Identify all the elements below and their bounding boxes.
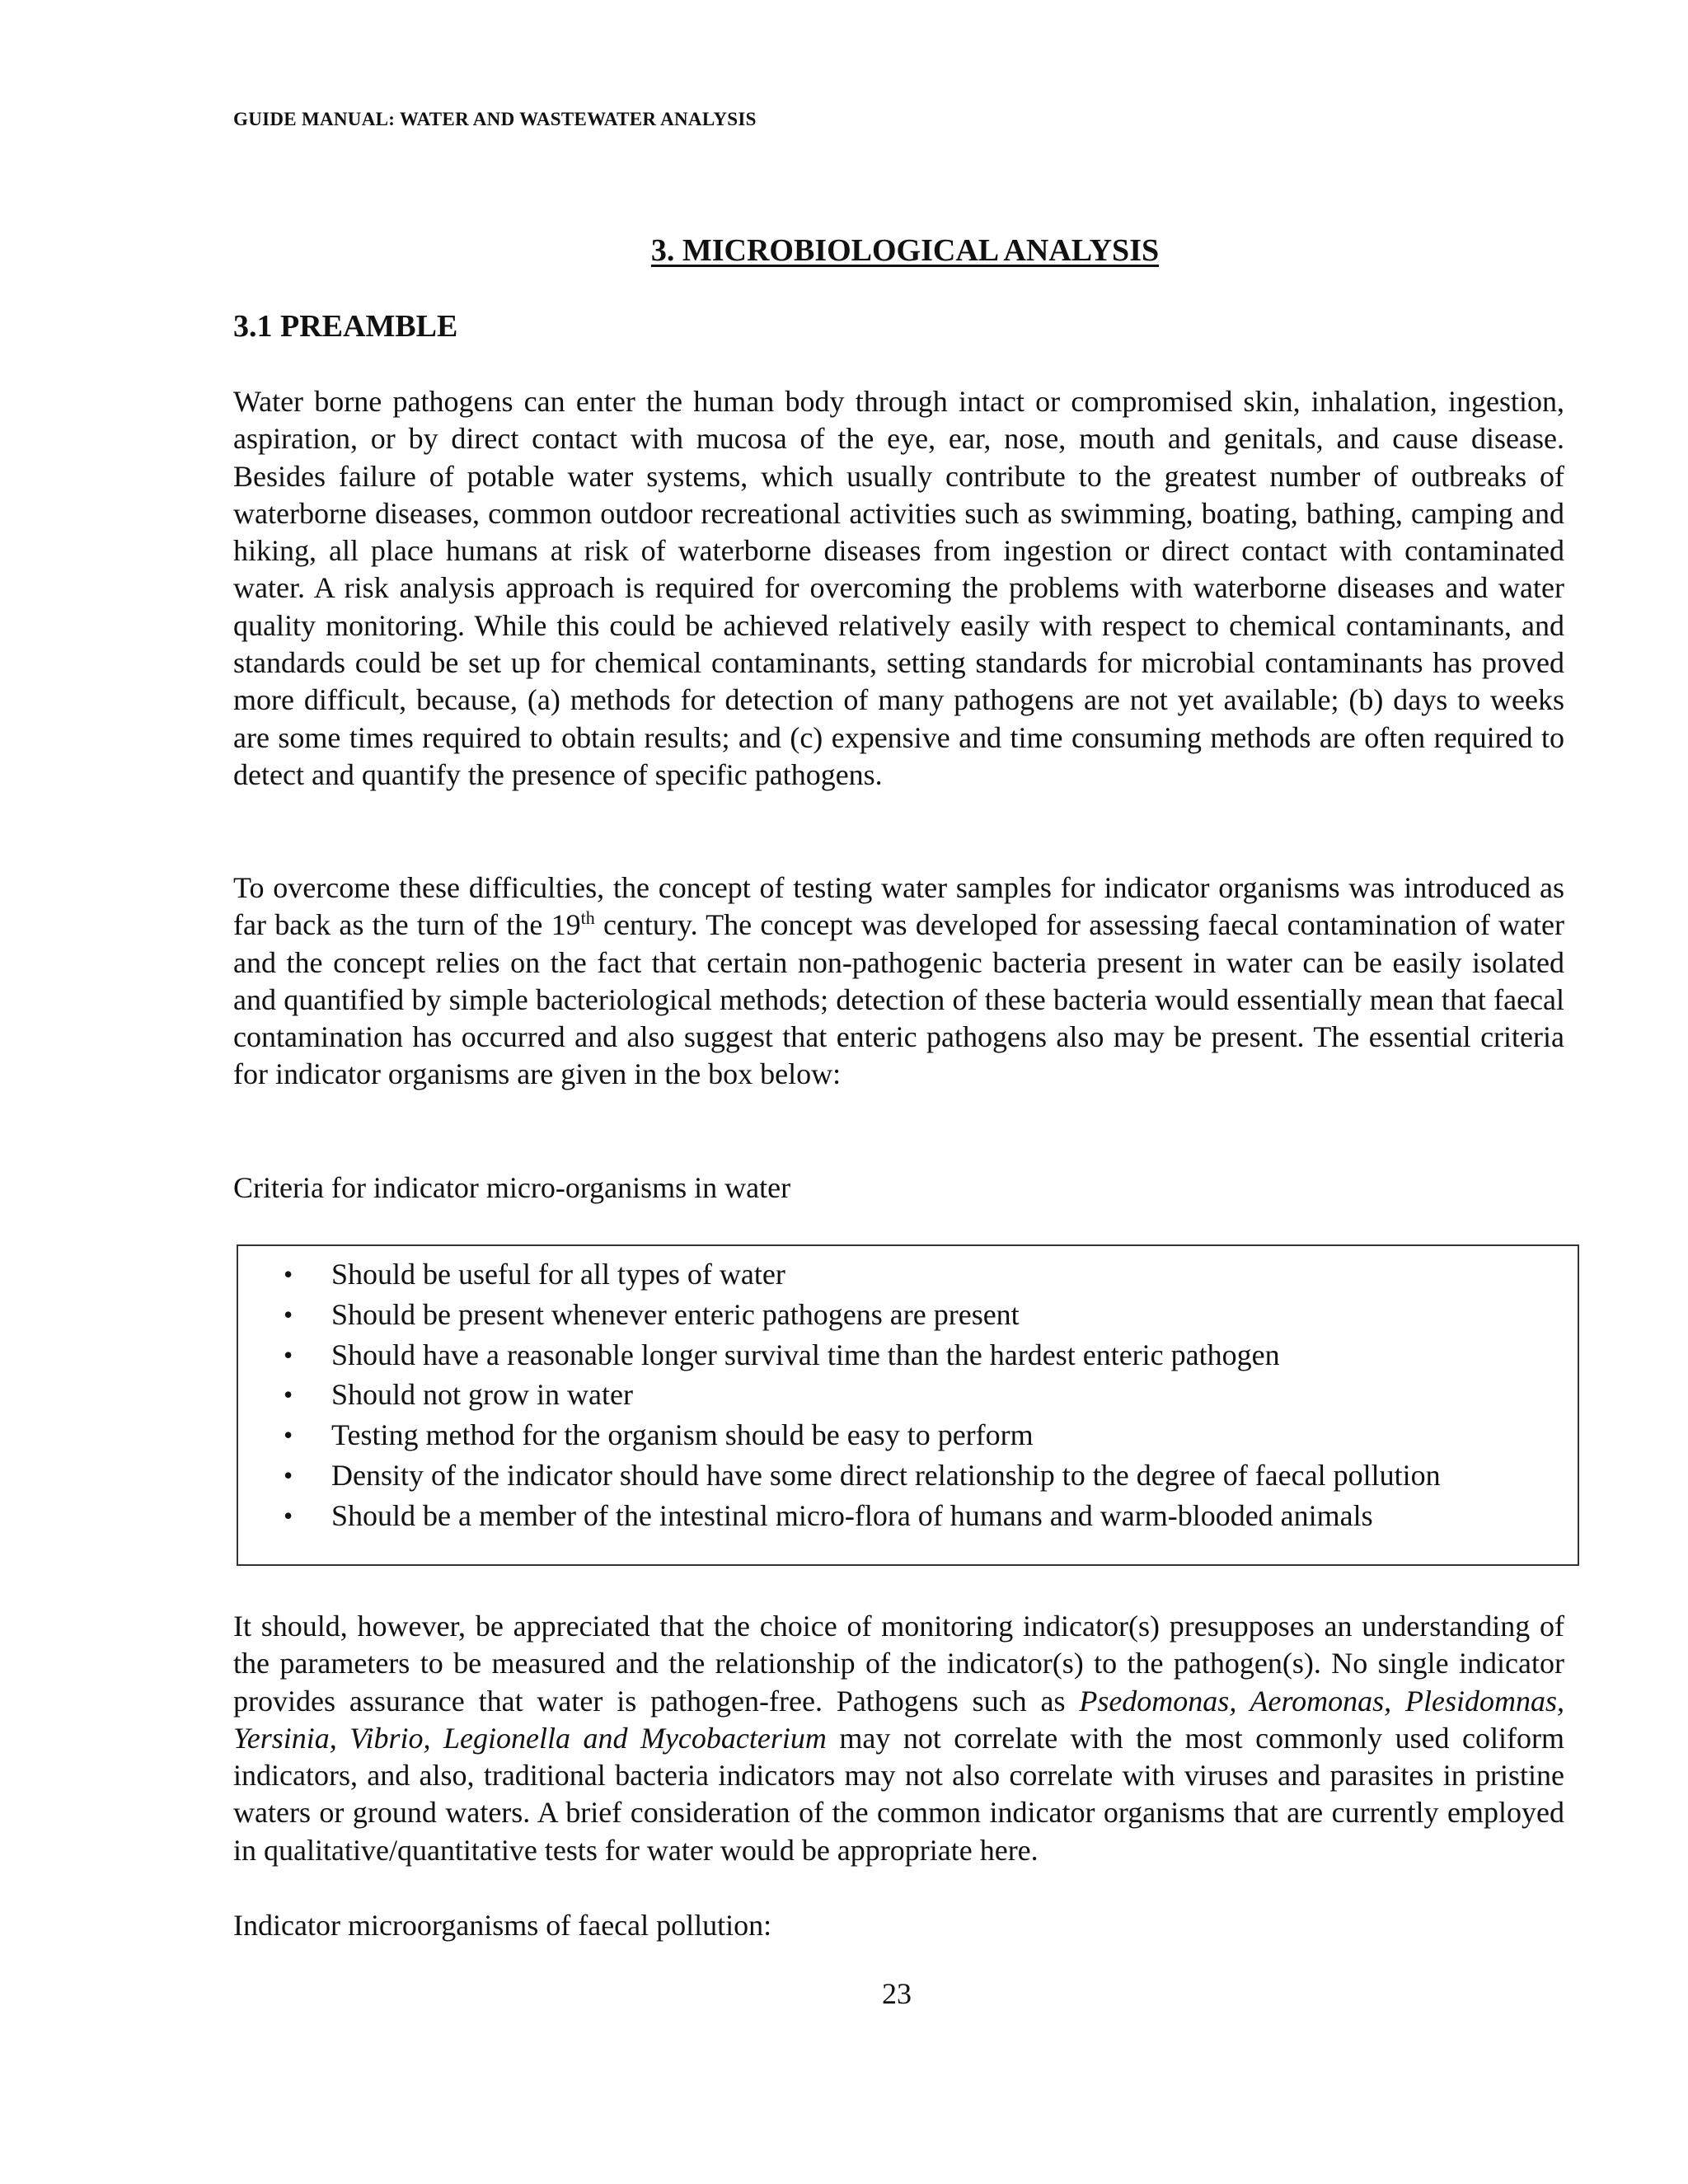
- preamble-paragraph-2: [233, 869, 1564, 1094]
- pathogen-names: Psedomonas, Aeromonas, Plesidomnas, Yersinia, Vibrio, Legionella and Mycobacterium: [233, 1684, 1565, 1755]
- bullet-icon: •: [284, 1339, 293, 1370]
- criteria-item: [238, 1375, 1578, 1415]
- bullet-icon: •: [284, 1299, 293, 1329]
- criteria-item: [238, 1295, 1578, 1335]
- criteria-item: [238, 1415, 1578, 1455]
- criteria-item-text: Should be useful for all types of water: [331, 1258, 785, 1291]
- paragraph-3-text-start: It should, however, be appreciated that the choice of monitoring indicator(s) presupposes an understanding of the parameters to be measured and the relationship of the indicator(s) to the pathogen(s). No single indicator provides assurance that water is pathogen-free. Pathogens such as: [233, 1610, 1564, 1718]
- paragraph-3-text-end: may not correlate with the most commonly used coliform indicators, and also, traditional bacteria indicators may not also correlate with viruses and parasites in pristine waters or ground waters. A brief consideration of the common indicator organisms that are currently employed in qualitative/quantitative tests for water would be appropriate here.: [233, 1721, 1564, 1867]
- paragraph-2-text-start: To overcome these difficulties, the concept of testing water samples for indicator organisms was introduced as far back as the turn of the 19: [233, 871, 1564, 942]
- preamble-paragraph-1: [233, 383, 1564, 794]
- criteria-item-text: Should not grow in water: [331, 1378, 633, 1412]
- criteria-item: [238, 1496, 1578, 1536]
- criteria-item: [238, 1254, 1578, 1295]
- criteria-list: [238, 1254, 1578, 1536]
- bullet-icon: •: [284, 1460, 293, 1490]
- criteria-item-text: Density of the indicator should have some direct relationship to the degree of faecal pollution: [331, 1458, 1441, 1492]
- indicator-microorganisms-line: Indicator microorganisms of faecal pollution:: [233, 1909, 772, 1942]
- paragraph-1-text: Water borne pathogens can enter the human body through intact or compromised skin, inhalation, ingestion, aspiration, or by direct contact with mucosa of the eye, ear, nose, mouth and genitals, and cause disease. Besides failure of potable water systems, which usually contribute to the greatest number of outbreaks of waterborne diseases, common outdoor recreational activities such as swimming, boating, bathing, camping and hiking, all place humans at risk of waterborne diseases from ingestion or direct contact with contaminated water. A risk analysis approach is required for overcoming the problems with waterborne diseases and water quality monitoring. While this could be achieved relatively easily with respect to chemical contaminants, and standards could be set up for chemical contaminants, setting standards for microbial contaminants has proved more difficult, because, (a) methods for detection of many pathogens are not yet available; (b) days to weeks are some times required to obtain results; and (c) expensive and time consuming methods are often required to detect and quantify the presence of specific pathogens.: [233, 385, 1564, 791]
- bullet-icon: •: [284, 1420, 293, 1451]
- criteria-item-text: Testing method for the organism should be easy to perform: [331, 1418, 1034, 1452]
- criteria-item: [238, 1455, 1578, 1496]
- criteria-item-text: Should be a member of the intestinal micro-flora of humans and warm-blooded animals: [331, 1498, 1373, 1532]
- criteria-item: [238, 1335, 1578, 1376]
- ordinal-superscript: th: [580, 907, 595, 929]
- bullet-icon: •: [284, 1380, 293, 1410]
- criteria-item-text: Should be present whenever enteric pathogens are present: [331, 1297, 1020, 1331]
- criteria-item-text: Should have a reasonable longer survival time than the hardest enteric pathogen: [331, 1338, 1280, 1371]
- chapter-title: 3. MICROBIOLOGICAL ANALYSIS: [650, 233, 1160, 268]
- section-heading: 3.1 PREAMBLE: [233, 309, 458, 344]
- running-header: GUIDE MANUAL: WATER AND WASTEWATER ANALYSIS: [233, 109, 757, 129]
- criteria-caption: Criteria for indicator micro-organisms in water: [233, 1171, 791, 1204]
- bullet-icon: •: [284, 1500, 293, 1530]
- page-number: 23: [882, 1977, 912, 2010]
- indicator-choice-paragraph: [233, 1608, 1564, 1869]
- bullet-icon: •: [284, 1259, 293, 1289]
- criteria-box: [237, 1244, 1579, 1566]
- paragraph-2-text-end: century. The concept was developed for assessing faecal contamination of water and the concept relies on the fact that certain non-pathogenic bacteria present in water can be easily isolated and quantified by simple bacteriological methods; detection of these bacteria would essentially mean that faecal contamination has occurred and also suggest that enteric pathogens also may be present. The essential criteria for indicator organisms are given in the box below:: [233, 908, 1565, 1091]
